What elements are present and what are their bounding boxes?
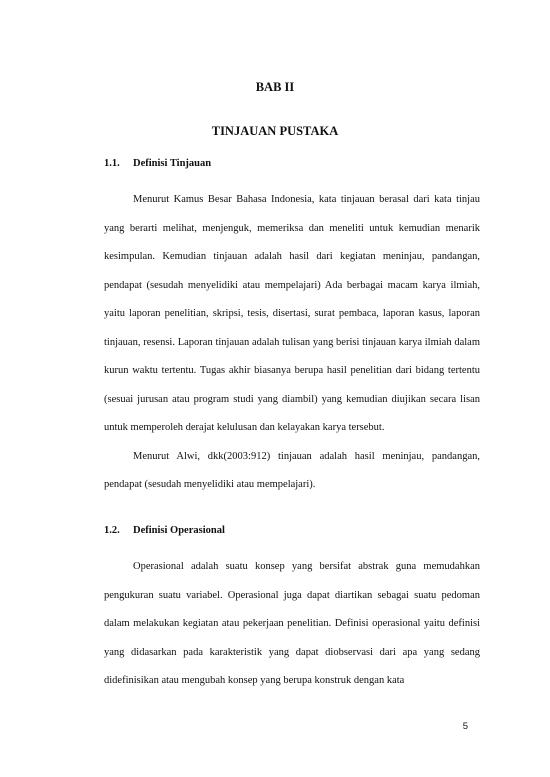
paragraph: Menurut Kamus Besar Bahasa Indonesia, kata tinjauan berasal dari kata tinjau yang berarti melihat, menjenguk, memeriksa dan meneliti untuk kemudian menarik kesimpulan. Kemudian tinjauan adalah hasil dari kegiatan meninjau, pandangan, pendapat (sesudah menyelidiki atau mempelajari) Ada berbagai macam karya ilmiah, yaitu laporan penelitian, skripsi, tesis, disertasi, surat pembaca, laporan kasus, laporan tinjauan, resensi. Laporan tinjauan adalah tulisan yang berisi tinjauan karya ilmiah dalam kurun waktu tertentu. Tugas akhir biasanya berupa hasil penelitian dari bidang tertentu (sesuai jurusan atau program studi yang diambil) yang kemudian diujikan secara lisan untuk memperoleh derajat kelulusan dan kelayakan karya tersebut. — [104, 194, 480, 433]
section-heading-definisi-operasional — [104, 524, 484, 538]
paragraph: Operasional adalah suatu konsep yang bersifat abstrak guna memudahkan pengukuran suatu variabel. Operasional juga dapat diartikan sebagai suatu pedoman dalam melakukan kegiatan atau pekerjaan penelitian. Definisi operasional yaitu definisi yang didasarkan pada karakteristik yang dapat diobservasi dari apa yang sedang didefinisikan atau mengubah konsep yang berupa konstruk dengan kata — [104, 561, 480, 686]
chapter-title: TINJAUAN PUSTAKA — [211, 124, 339, 138]
section-title: Definisi Tinjauan — [133, 158, 212, 169]
chapter-heading: BAB II — [255, 80, 295, 94]
section-heading-definisi-tinjauan — [104, 157, 484, 171]
section-number: 1.1. — [104, 158, 120, 169]
section-body-definisi-operasional — [104, 553, 480, 696]
paragraph: Menurut Alwi, dkk(2003:912) tinjauan adalah hasil meninjau, pandangan, pendapat (sesudah menyelidiki atau mempelajari). — [104, 450, 480, 490]
page-number: 5 — [462, 721, 468, 732]
section-title: Definisi Operasional — [133, 525, 225, 536]
section-body-definisi-tinjauan — [104, 186, 480, 500]
section-number: 1.2. — [104, 525, 120, 536]
